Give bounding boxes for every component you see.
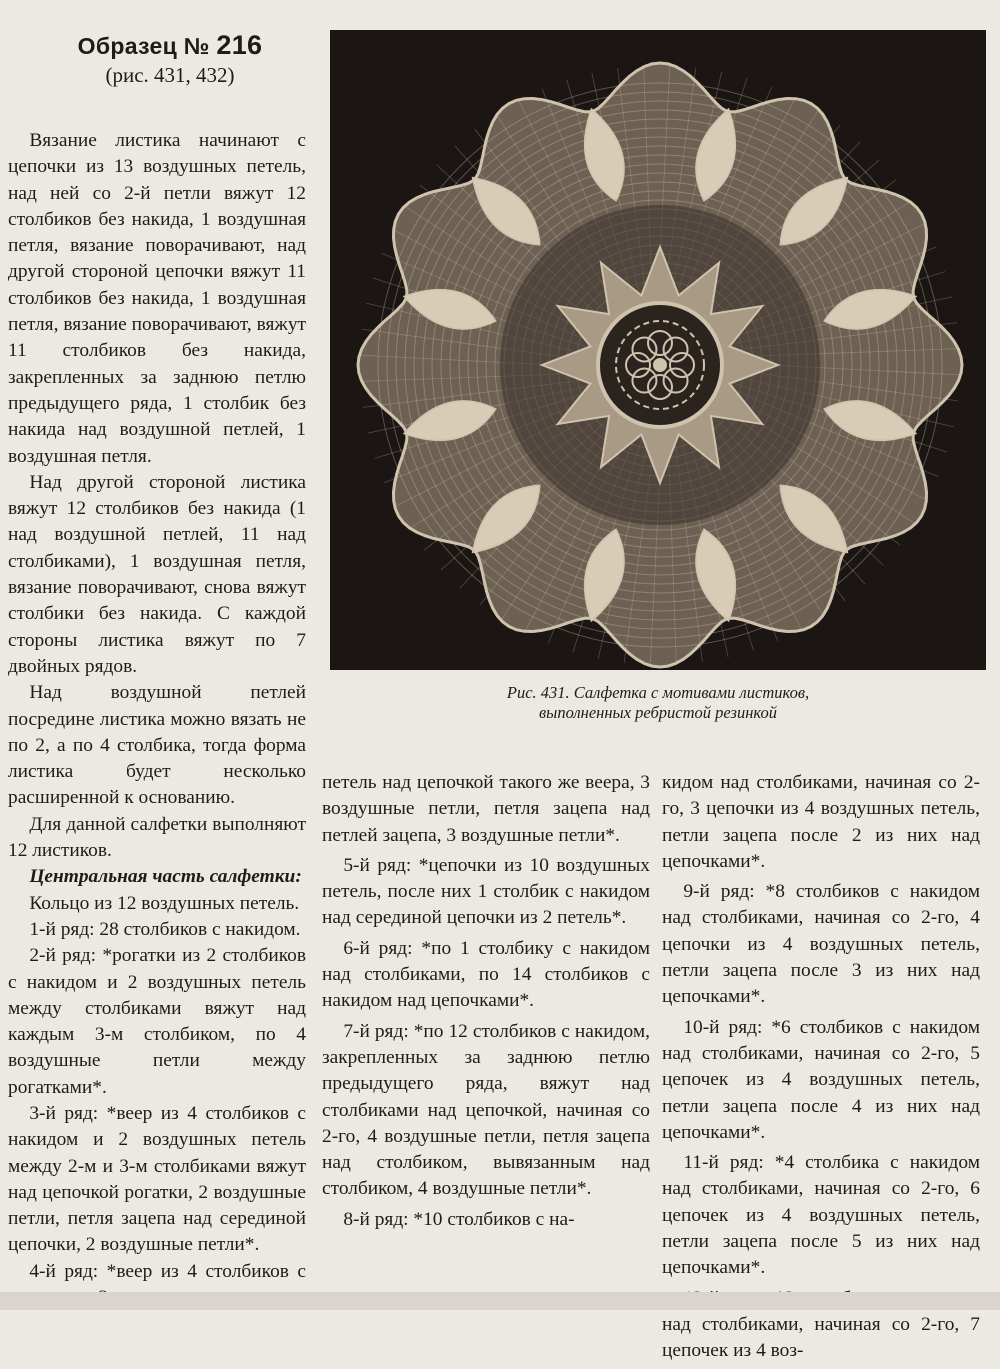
text-column-2 xyxy=(322,770,650,1237)
row-instruction: 2-й ряд: *рогатки из 2 столбиков с накидом и 2 воздушных петель между столбиками вяжут над каждым 3-м столбиком, по 4 воздушные петли между рогатками*. xyxy=(8,945,306,1098)
paragraph: Кольцо из 12 воздушных петель. xyxy=(29,892,300,914)
row-instruction: 3-й ряд: *веер из 4 столбиков с накидом и 2 воздушных петель между 2-м и 3-м столбиками вяжут над цепочкой рогатки, 2 воздушные петли, петля зацепа над серединой цепочки, 2 воздушные петли*. xyxy=(8,1102,306,1256)
row-instruction: 4-й ряд: *веер из 4 столбиков с xyxy=(29,1260,306,1282)
paragraph: Для данной салфетки выполняют 12 листиков. xyxy=(8,813,306,862)
row-instruction: 11-й ряд: *4 столбика с накидом над столбиками, начиная со 2-го, 6 цепочек из 4 воздушных петель, петли зацепа после 5 из них над цепочками*. xyxy=(662,1152,980,1279)
center-dot xyxy=(653,358,667,372)
paragraph: Над воздушной петлей посредине листика можно вязать не по 2, а по 4 столбика, тогда форма листика будет несколько расширенной к основанию. xyxy=(8,682,306,809)
row-instruction: над столбиками, начиная со 2-го, 7 цепочек из 4 воз- xyxy=(662,1313,980,1362)
title-prefix: Образец № xyxy=(77,33,210,59)
pattern-title xyxy=(50,30,290,61)
pattern-heading xyxy=(50,30,290,88)
section-heading: Центральная часть салфетки: xyxy=(29,866,302,888)
title-number: 216 xyxy=(216,30,263,60)
doily-illustration xyxy=(330,30,986,670)
caption-line-1: Рис. 431. Салфетка с мотивами листиков, xyxy=(506,683,810,702)
row-instruction: 1-й ряд: 28 столбиков с накидом. xyxy=(29,918,301,940)
paragraph: Вязание листика начинают с цепочки из 13 воздушных петель, над ней со 2-й петли вяжут 12 столбиков без накида, 1 воздушная петля, вязание поворачивают, над другой стороной цепочки вяжут 11 столбиков без накида, 1 воздушная петля, вязание поворачивают, вяжут 11 столбиков без накида, закрепленных за заднюю петлю предыдущего ряда, 1 столбик без накида над воздушной петлей, 1 воздушная петля. xyxy=(8,130,306,467)
text-column-3 xyxy=(662,770,980,1369)
doily-photo xyxy=(330,30,986,670)
row-instruction: 8-й ряд: *10 столбиков с на- xyxy=(343,1208,575,1230)
paragraph: петель над цепочкой такого же веера, 3 воздушные петли, петля зацепа над петлей зацепа, 3 воздушные петли*. xyxy=(322,772,650,846)
row-instruction: 10-й ряд: *6 столбиков с накидом над столбиками, начиная со 2-го, 5 цепочек из 4 воздушных петель, петли зацепа после 4 из них над цепочками*. xyxy=(662,1016,980,1143)
row-instruction: 6-й ряд: *по 1 столбику с накидом над столбиками, по 14 столбиков с накидом над цепочками*. xyxy=(322,937,650,1012)
figure-caption xyxy=(330,683,986,723)
page-edge xyxy=(0,1292,1000,1310)
row-instruction: 5-й ряд: *цепочки из 10 воздушных петель, после них 1 столбик с накидом над серединой цепочки из 2 петель*. xyxy=(322,854,650,929)
row-instruction: 9-й ряд: *8 столбиков с накидом над столбиками, начиная со 2-го, 4 цепочки из 4 воздушных петель, петли зацепа после 3 из них над цепочками*. xyxy=(662,881,980,1008)
paragraph: кидом над столбиками, начиная со 2-го, 3 цепочки из 4 воздушных петель, петли зацепа после 2 из них над цепочками*. xyxy=(662,772,980,872)
row-instruction: 7-й ряд: *по 12 столбиков с накидом, закрепленных за заднюю петлю предыдущего ряда, вяжут над столбиками над цепочкой, начиная со 2-го, 4 воздушные петли, петля зацепа над столбиком, вывязанным над столбиком, 4 воздушные петли*. xyxy=(322,1020,650,1200)
text-column-1 xyxy=(8,128,306,1311)
figure-reference: (рис. 431, 432) xyxy=(105,63,235,87)
paragraph: Над другой стороной листика вяжут 12 столбиков без накида (1 над воздушной петлей, 11 над столбиками), 1 воздушная петля, вязание поворачивают, снова вяжут столбики без накида. С каждой стороны листика вяжут по 7 двойных рядов. xyxy=(8,471,306,677)
caption-line-2: выполненных ребристой резинкой xyxy=(539,703,777,722)
